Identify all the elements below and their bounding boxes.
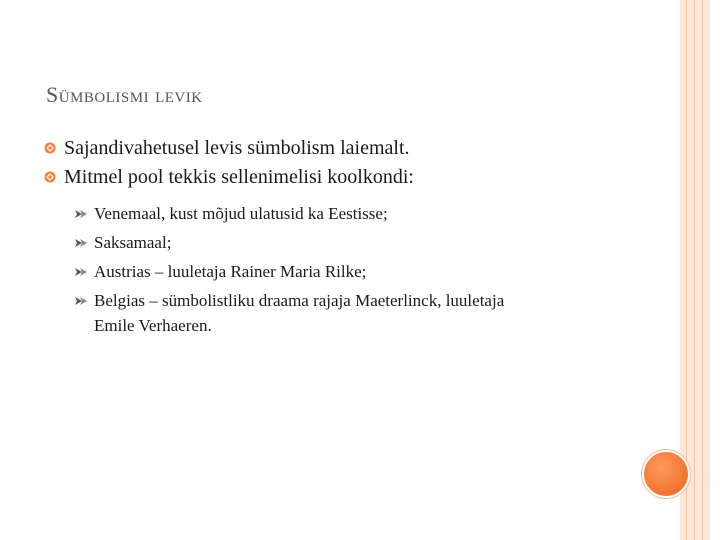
bullet-text: Mitmel pool tekkis sellenimelisi koolkondi: <box>64 166 414 188</box>
bullet-text: Sajandivahetusel levis sümbolism laiemalt. <box>64 137 410 159</box>
sub-bullet-text: Saksamaal; <box>94 233 172 252</box>
list-item <box>74 199 634 228</box>
border-line <box>686 0 687 540</box>
sub-bullet-text: Austrias – luuletaja Rainer Maria Rilke; <box>94 262 367 281</box>
sub-bullet-text: Belgias – sümbolistliku draama rajaja Maeterlinck, luuletaja <box>94 291 505 310</box>
bullet-list <box>44 134 664 192</box>
arrow-bullet-icon <box>74 209 88 219</box>
list-item <box>74 228 634 257</box>
arrow-bullet-icon <box>74 267 88 277</box>
list-item <box>74 286 634 340</box>
arrow-bullet-icon <box>74 238 88 248</box>
border-line <box>694 0 695 540</box>
sub-bullet-list <box>74 199 634 340</box>
slide-title: Sümbolismi levik <box>46 82 203 107</box>
list-item <box>44 163 664 192</box>
border-line <box>702 0 703 540</box>
decorative-circle <box>642 450 690 498</box>
list-item <box>44 134 664 163</box>
sub-bullet-continuation: Emile Verhaeren. <box>94 316 212 335</box>
orange-diamond-bullet-icon <box>44 171 56 183</box>
orange-diamond-bullet-icon <box>44 142 56 154</box>
arrow-bullet-icon <box>74 296 88 306</box>
sub-bullet-text: Venemaal, kust mõjud ulatusid ka Eestisse; <box>94 204 388 223</box>
list-item <box>74 257 634 286</box>
